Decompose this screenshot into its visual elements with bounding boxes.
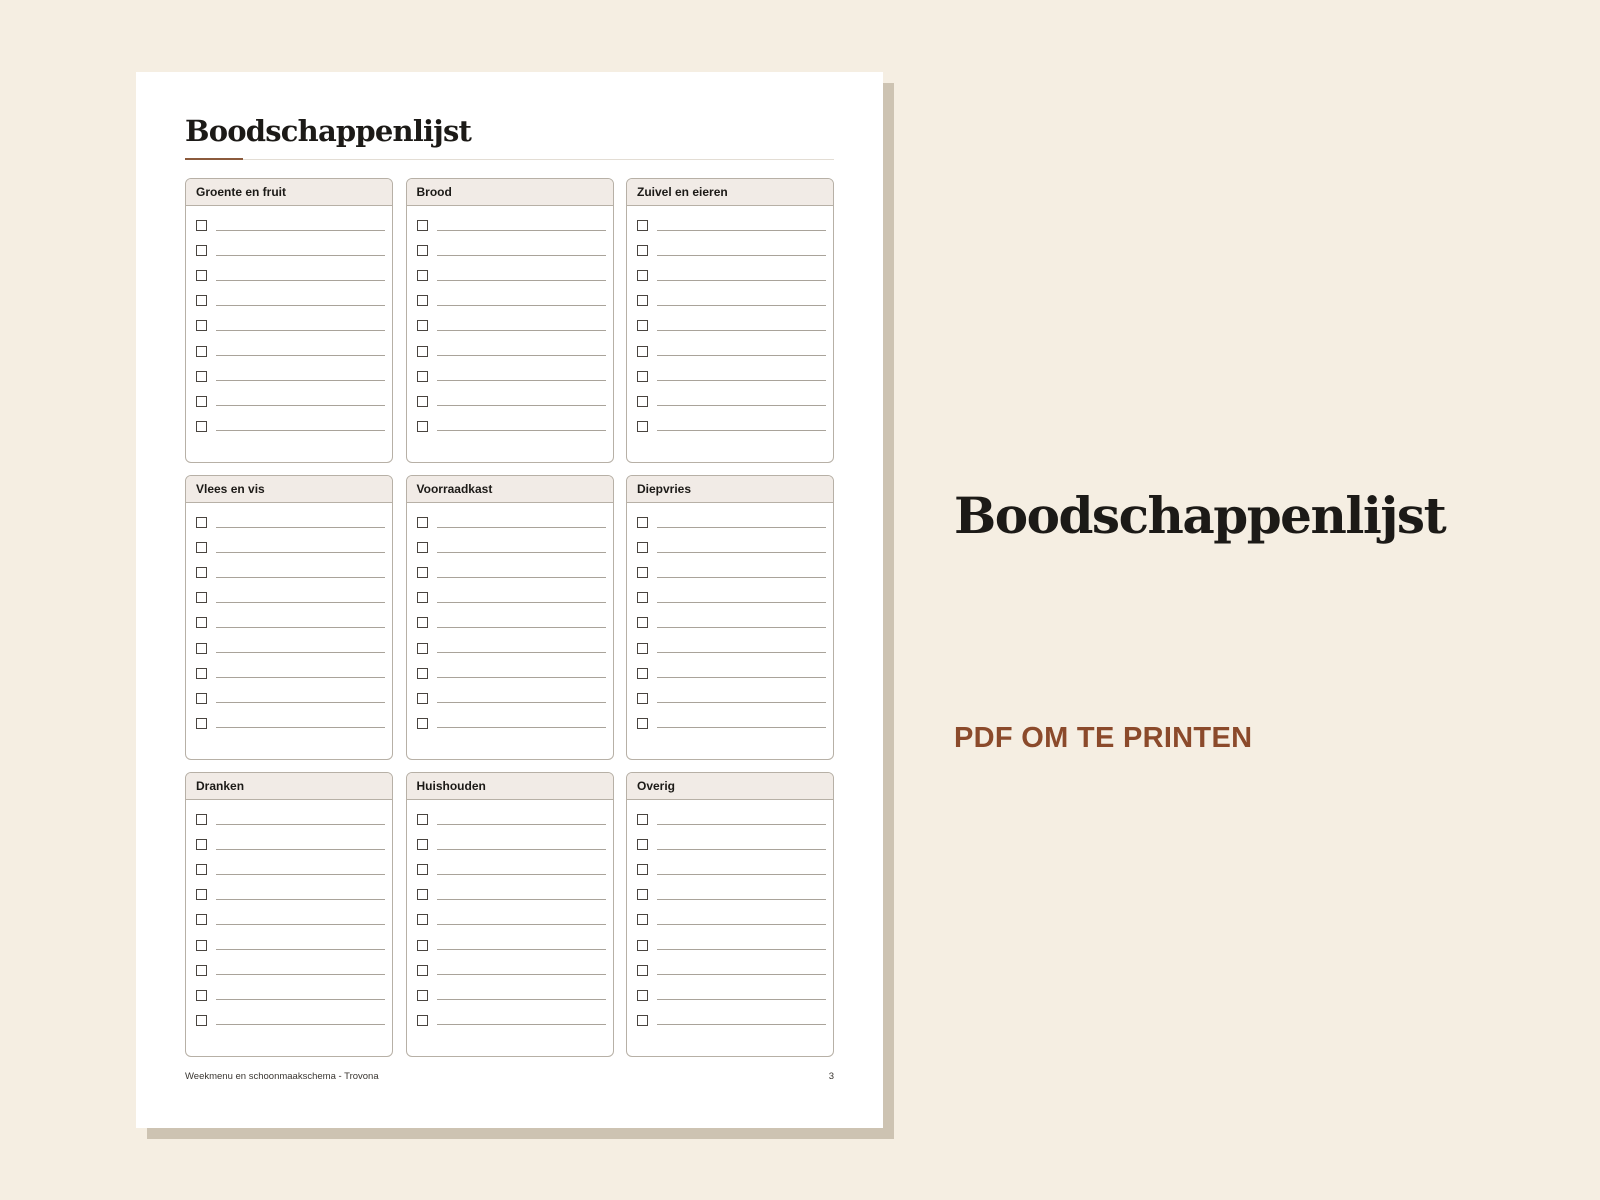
checkbox[interactable]: [196, 914, 207, 925]
category-grid: [185, 178, 834, 1057]
checklist-row: [186, 213, 392, 238]
write-line[interactable]: [216, 380, 385, 381]
write-line[interactable]: [216, 602, 385, 603]
checklist-row: [407, 1008, 613, 1033]
write-line[interactable]: [216, 677, 385, 678]
write-line[interactable]: [437, 230, 606, 231]
checklist-row: [407, 635, 613, 660]
category-header: Vlees en vis: [186, 476, 392, 503]
category-card: [185, 475, 393, 760]
checklist-row: [407, 958, 613, 983]
checklist-row: [627, 585, 833, 610]
checkbox[interactable]: [417, 346, 428, 357]
checklist-row: [186, 857, 392, 882]
checkbox[interactable]: [196, 517, 207, 528]
checkbox[interactable]: [417, 371, 428, 382]
checklist-row: [186, 535, 392, 560]
write-line[interactable]: [657, 430, 826, 431]
checkbox[interactable]: [417, 396, 428, 407]
checklist-row: [407, 560, 613, 585]
checklist-row: [407, 364, 613, 389]
checklist-row: [407, 711, 613, 736]
checkbox[interactable]: [417, 839, 428, 850]
write-line[interactable]: [437, 924, 606, 925]
write-line[interactable]: [657, 355, 826, 356]
checkbox[interactable]: [196, 567, 207, 578]
write-line[interactable]: [216, 974, 385, 975]
checklist-row: [627, 263, 833, 288]
checklist: [627, 206, 833, 439]
write-line[interactable]: [437, 305, 606, 306]
write-line[interactable]: [657, 849, 826, 850]
checklist-row: [627, 932, 833, 957]
write-line[interactable]: [216, 1024, 385, 1025]
checkbox[interactable]: [196, 396, 207, 407]
write-line[interactable]: [437, 430, 606, 431]
checkbox[interactable]: [637, 421, 648, 432]
checklist-row: [627, 907, 833, 932]
write-line[interactable]: [437, 577, 606, 578]
write-line[interactable]: [657, 330, 826, 331]
write-line[interactable]: [657, 702, 826, 703]
checkbox[interactable]: [637, 346, 648, 357]
write-line[interactable]: [437, 527, 606, 528]
checklist-row: [627, 364, 833, 389]
write-line[interactable]: [657, 824, 826, 825]
write-line[interactable]: [437, 999, 606, 1000]
category-header: Overig: [627, 773, 833, 800]
checklist-row: [186, 1008, 392, 1033]
checklist-row: [407, 313, 613, 338]
checkbox[interactable]: [196, 592, 207, 603]
category-card: [406, 475, 614, 760]
write-line[interactable]: [437, 702, 606, 703]
checkbox[interactable]: [417, 421, 428, 432]
checkbox[interactable]: [637, 617, 648, 628]
write-line[interactable]: [437, 727, 606, 728]
checklist-row: [627, 958, 833, 983]
write-line[interactable]: [437, 949, 606, 950]
checklist-row: [407, 414, 613, 439]
checkbox[interactable]: [637, 965, 648, 976]
category-card: [406, 178, 614, 463]
checkbox[interactable]: [196, 990, 207, 1001]
checklist-row: [407, 213, 613, 238]
checkbox[interactable]: [637, 371, 648, 382]
checkbox[interactable]: [637, 718, 648, 729]
checkbox[interactable]: [417, 889, 428, 900]
write-line[interactable]: [216, 305, 385, 306]
checkbox[interactable]: [196, 245, 207, 256]
checklist-row: [186, 610, 392, 635]
checklist-row: [407, 263, 613, 288]
write-line[interactable]: [216, 999, 385, 1000]
promo-title: Boodschappenlijst: [954, 486, 1446, 545]
checkbox[interactable]: [637, 940, 648, 951]
checklist: [186, 800, 392, 1033]
checklist-row: [407, 686, 613, 711]
category-header: Dranken: [186, 773, 392, 800]
page-title: Boodschappenlijst: [185, 114, 472, 148]
write-line[interactable]: [437, 405, 606, 406]
write-line[interactable]: [437, 824, 606, 825]
checkbox[interactable]: [417, 567, 428, 578]
checklist-row: [627, 313, 833, 338]
checkbox[interactable]: [196, 371, 207, 382]
checkbox[interactable]: [637, 914, 648, 925]
checkbox[interactable]: [637, 864, 648, 875]
checkbox[interactable]: [196, 220, 207, 231]
checklist-row: [407, 857, 613, 882]
checklist-row: [186, 661, 392, 686]
checklist: [186, 206, 392, 439]
category-header: Voorraadkast: [407, 476, 613, 503]
checklist-row: [627, 389, 833, 414]
write-line[interactable]: [657, 949, 826, 950]
checkbox[interactable]: [196, 320, 207, 331]
write-line[interactable]: [216, 430, 385, 431]
checklist-row: [627, 857, 833, 882]
checklist-row: [186, 510, 392, 535]
checkbox[interactable]: [196, 839, 207, 850]
checklist-row: [407, 882, 613, 907]
page-number: 3: [828, 1071, 834, 1082]
write-line[interactable]: [657, 924, 826, 925]
promo-subtitle: PDF OM TE PRINTEN: [954, 722, 1253, 754]
checklist-row: [407, 389, 613, 414]
checkbox[interactable]: [417, 940, 428, 951]
checkbox[interactable]: [417, 643, 428, 654]
write-line[interactable]: [437, 627, 606, 628]
checkbox[interactable]: [417, 592, 428, 603]
checklist-row: [186, 263, 392, 288]
write-line[interactable]: [216, 280, 385, 281]
checklist-row: [627, 560, 833, 585]
checkbox[interactable]: [637, 320, 648, 331]
checklist-row: [627, 711, 833, 736]
category-card: [626, 178, 834, 463]
checklist-row: [407, 288, 613, 313]
write-line[interactable]: [657, 602, 826, 603]
checkbox[interactable]: [637, 693, 648, 704]
write-line[interactable]: [216, 627, 385, 628]
checkbox[interactable]: [417, 814, 428, 825]
write-line[interactable]: [657, 874, 826, 875]
checkbox[interactable]: [196, 864, 207, 875]
checkbox[interactable]: [417, 668, 428, 679]
checkbox[interactable]: [417, 270, 428, 281]
write-line[interactable]: [657, 305, 826, 306]
checkbox[interactable]: [417, 990, 428, 1001]
checkbox[interactable]: [417, 295, 428, 306]
checkbox[interactable]: [417, 718, 428, 729]
checklist-row: [627, 414, 833, 439]
checkbox[interactable]: [637, 245, 648, 256]
checkbox[interactable]: [196, 346, 207, 357]
checklist-row: [627, 1008, 833, 1033]
checklist-row: [186, 635, 392, 660]
checklist-row: [627, 238, 833, 263]
checkbox[interactable]: [417, 965, 428, 976]
write-line[interactable]: [216, 552, 385, 553]
write-line[interactable]: [657, 677, 826, 678]
write-line[interactable]: [437, 874, 606, 875]
write-line[interactable]: [657, 280, 826, 281]
checkbox[interactable]: [196, 270, 207, 281]
write-line[interactable]: [216, 899, 385, 900]
write-line[interactable]: [437, 849, 606, 850]
title-divider: [185, 159, 834, 160]
checklist-row: [627, 535, 833, 560]
category-card: [406, 772, 614, 1057]
checkbox[interactable]: [637, 270, 648, 281]
write-line[interactable]: [216, 255, 385, 256]
write-line[interactable]: [216, 727, 385, 728]
write-line[interactable]: [437, 677, 606, 678]
category-header: Diepvries: [627, 476, 833, 503]
checklist-row: [627, 983, 833, 1008]
checklist-row: [627, 661, 833, 686]
checklist-row: [186, 807, 392, 832]
category-card: [626, 772, 834, 1057]
write-line[interactable]: [216, 924, 385, 925]
checkbox[interactable]: [196, 668, 207, 679]
checkbox[interactable]: [637, 396, 648, 407]
write-line[interactable]: [657, 230, 826, 231]
checklist-row: [627, 832, 833, 857]
checkbox[interactable]: [637, 220, 648, 231]
checklist-row: [627, 213, 833, 238]
checkbox[interactable]: [417, 693, 428, 704]
title-accent-bar: [185, 158, 243, 160]
write-line[interactable]: [657, 527, 826, 528]
checklist-row: [186, 364, 392, 389]
checklist: [407, 503, 613, 736]
checklist-row: [407, 932, 613, 957]
checklist-row: [186, 958, 392, 983]
checklist-row: [627, 882, 833, 907]
checkbox[interactable]: [196, 643, 207, 654]
checklist-row: [186, 983, 392, 1008]
checklist-row: [627, 288, 833, 313]
checkbox[interactable]: [417, 245, 428, 256]
checkbox[interactable]: [637, 592, 648, 603]
checkbox[interactable]: [196, 814, 207, 825]
checklist: [627, 800, 833, 1033]
checklist-row: [407, 238, 613, 263]
checkbox[interactable]: [417, 914, 428, 925]
checklist-row: [627, 686, 833, 711]
category-header: Zuivel en eieren: [627, 179, 833, 206]
write-line[interactable]: [657, 899, 826, 900]
checklist-row: [627, 510, 833, 535]
checkbox[interactable]: [417, 617, 428, 628]
checkbox[interactable]: [196, 421, 207, 432]
write-line[interactable]: [657, 405, 826, 406]
write-line[interactable]: [216, 527, 385, 528]
write-line[interactable]: [657, 974, 826, 975]
checkbox[interactable]: [637, 839, 648, 850]
write-line[interactable]: [437, 380, 606, 381]
checklist-row: [186, 338, 392, 363]
write-line[interactable]: [657, 577, 826, 578]
checkbox[interactable]: [196, 617, 207, 628]
checklist: [407, 206, 613, 439]
checkbox[interactable]: [417, 220, 428, 231]
checklist-row: [186, 711, 392, 736]
write-line[interactable]: [657, 627, 826, 628]
write-line[interactable]: [657, 652, 826, 653]
checklist-row: [407, 610, 613, 635]
checklist-row: [627, 338, 833, 363]
checklist-row: [407, 661, 613, 686]
checklist-row: [627, 610, 833, 635]
checklist-row: [186, 313, 392, 338]
checklist-row: [627, 807, 833, 832]
checkbox[interactable]: [417, 320, 428, 331]
category-header: Brood: [407, 179, 613, 206]
checklist-row: [186, 288, 392, 313]
checkbox[interactable]: [637, 668, 648, 679]
checklist: [186, 503, 392, 736]
checklist-row: [407, 832, 613, 857]
write-line[interactable]: [437, 1024, 606, 1025]
checkbox[interactable]: [637, 517, 648, 528]
write-line[interactable]: [437, 899, 606, 900]
checkbox[interactable]: [417, 864, 428, 875]
checklist-row: [627, 635, 833, 660]
write-line[interactable]: [657, 255, 826, 256]
checklist-row: [407, 807, 613, 832]
write-line[interactable]: [657, 552, 826, 553]
checklist: [627, 503, 833, 736]
checklist-row: [186, 882, 392, 907]
checklist-row: [407, 510, 613, 535]
checklist-row: [407, 535, 613, 560]
checklist-row: [186, 932, 392, 957]
write-line[interactable]: [216, 330, 385, 331]
checkbox[interactable]: [637, 889, 648, 900]
printable-page: [136, 72, 883, 1128]
write-line[interactable]: [216, 949, 385, 950]
checkbox[interactable]: [637, 295, 648, 306]
checkbox[interactable]: [196, 295, 207, 306]
checkbox[interactable]: [196, 1015, 207, 1026]
checklist-row: [186, 686, 392, 711]
checkbox[interactable]: [637, 990, 648, 1001]
category-card: [626, 475, 834, 760]
checkbox[interactable]: [196, 542, 207, 553]
write-line[interactable]: [216, 230, 385, 231]
write-line[interactable]: [216, 355, 385, 356]
write-line[interactable]: [437, 330, 606, 331]
checklist-row: [186, 832, 392, 857]
checkbox[interactable]: [637, 814, 648, 825]
write-line[interactable]: [216, 849, 385, 850]
checklist: [407, 800, 613, 1033]
checkbox[interactable]: [637, 1015, 648, 1026]
checklist-row: [186, 585, 392, 610]
category-header: Huishouden: [407, 773, 613, 800]
write-line[interactable]: [437, 355, 606, 356]
category-card: [185, 178, 393, 463]
write-line[interactable]: [657, 1024, 826, 1025]
checklist-row: [186, 907, 392, 932]
checkbox[interactable]: [196, 718, 207, 729]
write-line[interactable]: [657, 999, 826, 1000]
checklist-row: [186, 414, 392, 439]
category-header: Groente en fruit: [186, 179, 392, 206]
checklist-row: [407, 338, 613, 363]
write-line[interactable]: [437, 255, 606, 256]
write-line[interactable]: [437, 974, 606, 975]
checkbox[interactable]: [637, 567, 648, 578]
checkbox[interactable]: [637, 542, 648, 553]
checkbox[interactable]: [196, 889, 207, 900]
write-line[interactable]: [437, 552, 606, 553]
write-line[interactable]: [216, 577, 385, 578]
write-line[interactable]: [657, 380, 826, 381]
write-line[interactable]: [216, 702, 385, 703]
checkbox[interactable]: [417, 542, 428, 553]
write-line[interactable]: [437, 602, 606, 603]
checkbox[interactable]: [196, 693, 207, 704]
checkbox[interactable]: [417, 1015, 428, 1026]
write-line[interactable]: [216, 824, 385, 825]
checkbox[interactable]: [637, 643, 648, 654]
checklist-row: [186, 389, 392, 414]
checklist-row: [407, 907, 613, 932]
checklist-row: [186, 560, 392, 585]
write-line[interactable]: [657, 727, 826, 728]
checklist-row: [186, 238, 392, 263]
write-line[interactable]: [216, 405, 385, 406]
write-line[interactable]: [216, 652, 385, 653]
write-line[interactable]: [216, 874, 385, 875]
page-footer-text: Weekmenu en schoonmaakschema - Trovona: [185, 1071, 379, 1082]
checkbox[interactable]: [196, 940, 207, 951]
write-line[interactable]: [437, 280, 606, 281]
checkbox[interactable]: [196, 965, 207, 976]
checkbox[interactable]: [417, 517, 428, 528]
write-line[interactable]: [437, 652, 606, 653]
checklist-row: [407, 585, 613, 610]
checklist-row: [407, 983, 613, 1008]
category-card: [185, 772, 393, 1057]
